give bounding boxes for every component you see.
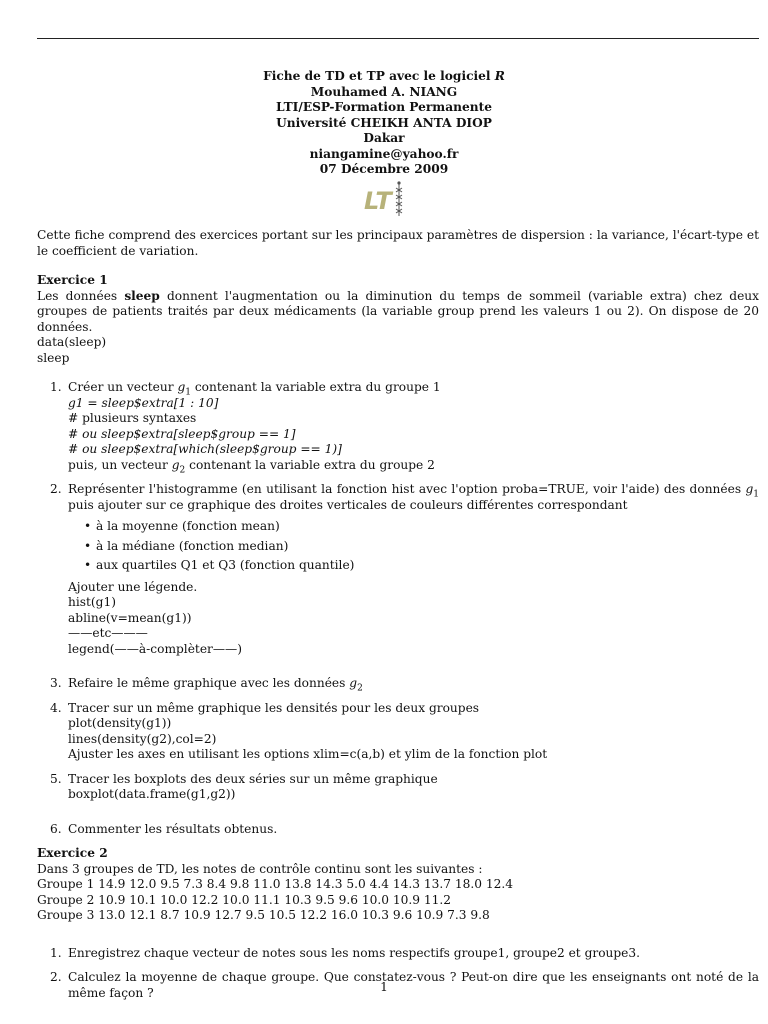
university: Université CHEIKH ANTA DIOP	[276, 115, 492, 130]
page-number: 1	[380, 980, 388, 994]
code-line: plot(density(g1))	[68, 716, 172, 730]
main-content	[37, 228, 759, 1010]
intro-paragraph: Cette fiche comprend des exercices portant sur les principaux paramètres de dispersion : la variance, l'écart-type et le coefficient de variation.	[37, 228, 759, 258]
code-line: abline(v=mean(g1))	[68, 610, 192, 625]
code-line: sleep	[37, 350, 70, 365]
list-item: 5. Tracer les boxplots des deux séries sur un même graphique boxplot(data.frame(g1,g2))	[37, 772, 759, 813]
list-item: 2. Calculez la moyenne de chaque groupe. Que constatez-vous ? Peut-on dire que les enseignants ont noté de la même façon ?	[50, 970, 759, 1000]
document-header	[0, 69, 768, 178]
lti-logo	[362, 180, 408, 218]
code-line: # ou sleep$extra[sleep$group == 1]	[68, 426, 296, 441]
exercise-2-description: Dans 3 groupes de TD, les notes de contrôle continu sont les suivantes :	[37, 861, 483, 876]
code-line: # ou sleep$extra[which(sleep$group == 1)]	[68, 442, 342, 456]
doc-title: Fiche de TD et TP avec le logiciel R	[263, 69, 505, 83]
svg-text:LT: LT	[364, 187, 392, 215]
exercise-2-title: Exercice 2	[37, 846, 108, 860]
code-line: g1 = sleep$extra[1 : 10]	[68, 395, 219, 410]
list-item: 2. Représenter l'histogramme (en utilisant la fonction hist avec l'option proba=TRUE, voir l'aide) des données $g_1$ puis ajouter sur ce graphique des droites verticales de couleurs différentes correspondant • à la moyenne (fonction mean) • à la médiane (fonction median) • aux quartiles Q1 et Q3 (fonction quantile) Ajouter une légende. hist(g1) abline(v=mean(g1)) ——etc——— legend(——à-complèter——)	[37, 482, 759, 667]
list-item: 6. Commenter les résultats obtenus.	[50, 821, 278, 836]
text-line: Ajuster les axes en utilisant les options xlim=c(a,b) et ylim de la fonction plot	[68, 747, 548, 761]
bullet-item: • à la moyenne (fonction mean)	[68, 519, 759, 535]
group-3-grades: Groupe 3 13.0 12.1 8.7 10.9 12.7 9.5 10.5 12.2 16.0 10.3 9.6 10.9 7.3 9.8	[37, 908, 490, 922]
email: niangamine@yahoo.fr	[309, 146, 459, 161]
list-item: 1. Enregistrez chaque vecteur de notes sous les noms respectifs groupe1, groupe2 et groupe3.	[50, 945, 641, 960]
top-rule	[37, 38, 759, 39]
text-line: Ajouter une légende.	[68, 579, 198, 594]
code-line: lines(density(g2),col=2)	[68, 731, 217, 746]
code-line: boxplot(data.frame(g1,g2))	[68, 787, 236, 801]
author: Mouhamed A. NIANG	[310, 84, 458, 99]
exercise-1-description: Les données sleep donnent l'augmentation ou la diminution du temps de sommeil (variable extra) chez deux groupes de patients traités par deux médicaments (la variable group prend les valeurs 1 ou 2). On dispose de 20 données.	[37, 288, 760, 334]
bullet-list	[68, 519, 759, 574]
bullet-item: • aux quartiles Q1 et Q3 (fonction quantile)	[68, 558, 759, 574]
institute: LTI/ESP-Formation Permanente	[276, 100, 492, 114]
city: Dakar	[363, 131, 405, 145]
list-item: 4. Tracer sur un même graphique les densités pour les deux groupes plot(density(g1)) lines(density(g2),col=2) Ajuster les axes en utilisant les options xlim=c(a,b) et ylim de la fonction plot	[37, 701, 759, 763]
code-line: # plusieurs syntaxes	[68, 411, 197, 425]
exercise-1-list	[37, 380, 759, 837]
exercise-1-title: Exercice 1	[37, 273, 108, 287]
code-line: data(sleep)	[37, 335, 107, 349]
group-2-grades: Groupe 2 10.9 10.1 10.0 12.2 10.0 11.1 10.3 9.5 9.6 10.0 10.9 11.2	[37, 892, 452, 907]
group-1-grades: Groupe 1 14.9 12.0 9.5 7.3 8.4 9.8 11.0 13.8 14.3 5.0 4.4 14.3 13.7 18.0 12.4	[37, 877, 514, 891]
code-line: legend(——à-complèter——)	[68, 641, 242, 656]
list-item: 1. Créer un vecteur $g_1$ contenant la variable extra du groupe 1 g1 = sleep$extra[1 : 10] # plusieurs syntaxes # ou sleep$extra[sleep$group == 1] # ou sleep$extra[which(sleep$group == 1)] puis, un vecteur $g_2$ contenant la variable extra du groupe 2	[37, 380, 759, 473]
date: 07 Décembre 2009	[319, 162, 449, 176]
bullet-item: • à la médiane (fonction median)	[68, 539, 759, 555]
code-line: ——etc———	[68, 626, 148, 640]
list-item: 3. Refaire le même graphique avec les données $g_2$	[50, 676, 363, 694]
text-line: puis, un vecteur $g_2$ contenant la variable extra du groupe 2	[68, 457, 435, 475]
code-line: hist(g1)	[68, 595, 116, 609]
